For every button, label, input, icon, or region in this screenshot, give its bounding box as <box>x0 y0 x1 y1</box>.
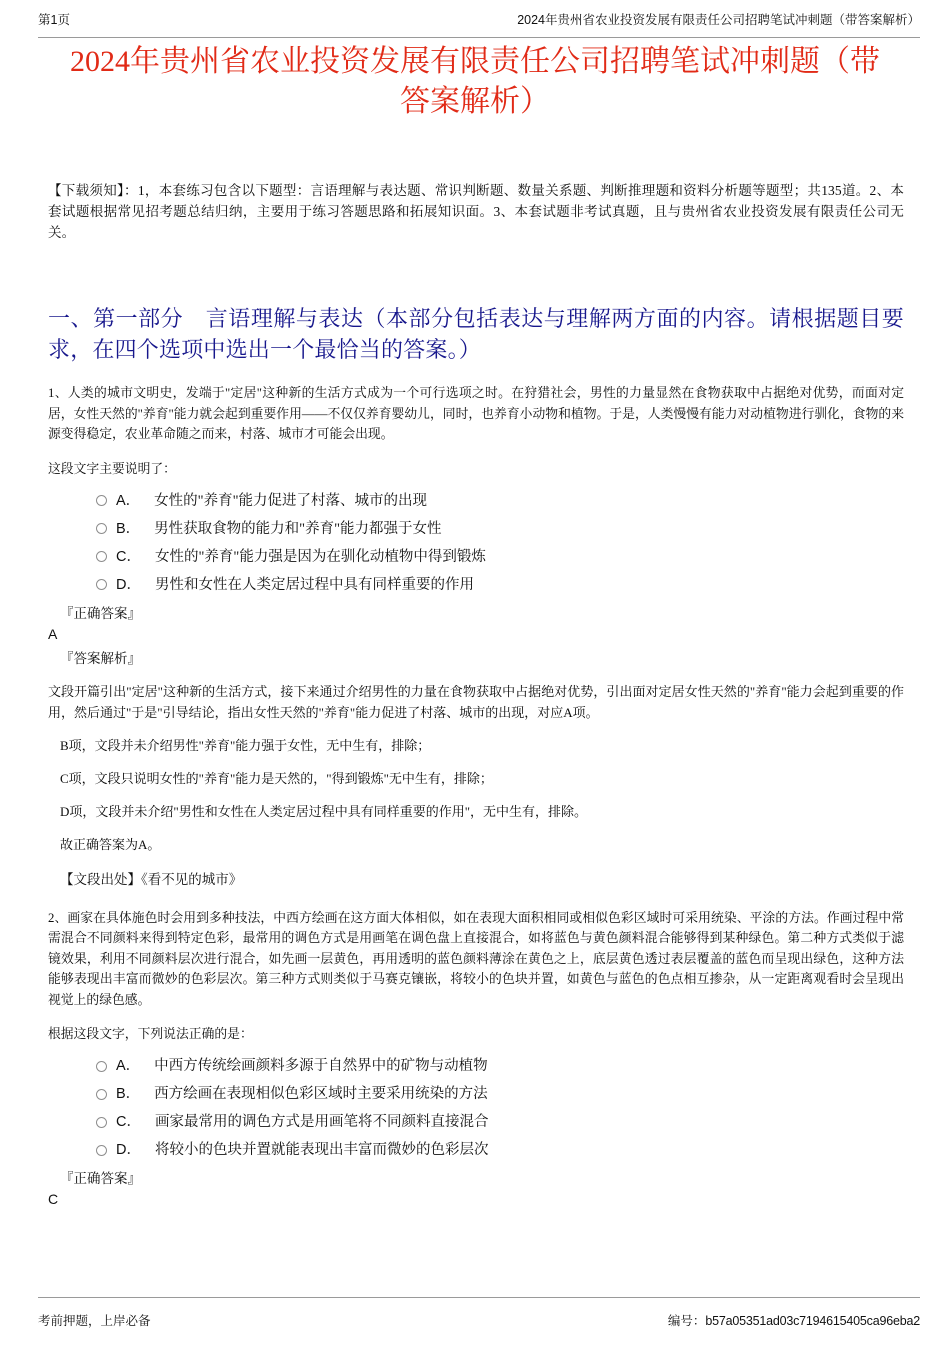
correct-answer-value: A <box>48 625 58 642</box>
option-list <box>48 489 904 597</box>
page-footer <box>38 1297 920 1329</box>
option-text: 将较小的色块并置就能表现出丰富而微妙的色彩层次 <box>154 1142 489 1158</box>
question-block <box>48 383 904 890</box>
running-title: 2024年贵州省农业投资发展有限责任公司招聘笔试冲刺题（带答案解析） <box>517 13 920 27</box>
analysis-paragraph: 文段开篇引出"定居"这种新的生活方式，接下来通过介绍男性的力量在食物获取中占据绝对优势，引出面对定居女性天然的"养育"能力会起到重要的作用，然后通过"于是"引导结论，指出女性天然的"养育"能力促进了村落、城市的出现，对应A项。 <box>48 683 904 720</box>
option-letter: C． <box>116 1114 141 1130</box>
option-item[interactable] <box>48 1082 904 1106</box>
footer-code-label: 编号： <box>667 1314 706 1328</box>
option-item[interactable] <box>48 1054 904 1078</box>
analysis-conclusion: 故正确答案为A。 <box>60 836 161 852</box>
question-block <box>48 908 904 1210</box>
option-letter: B． <box>116 520 141 537</box>
document-title: 2024年贵州省农业投资发展有限责任公司招聘笔试冲刺题（带答案解析） <box>70 45 880 118</box>
analysis-paragraph: D项，文段并未介绍"男性和女性在人类定居过程中具有同样重要的作用"，无中生有，排除。 <box>60 803 588 819</box>
option-letter: D． <box>116 576 141 593</box>
radio-button-icon[interactable] <box>96 579 107 590</box>
option-letter: D． <box>116 1142 141 1158</box>
option-item[interactable] <box>48 1138 904 1162</box>
radio-button-icon[interactable] <box>96 1061 107 1072</box>
answer-analysis-label: 『答案解析』 <box>60 650 141 666</box>
question-prompt: 根据这段文字，下列说法正确的是： <box>48 1027 253 1041</box>
passage-source-value: 《看不见的城市》 <box>141 871 243 887</box>
option-item[interactable] <box>48 1110 904 1134</box>
option-letter: B． <box>116 1086 141 1102</box>
option-text: 男性和女性在人类定居过程中具有同样重要的作用 <box>154 576 474 593</box>
radio-button-icon[interactable] <box>96 495 107 506</box>
option-text: 画家最常用的调色方式是用画笔将不同颜料直接混合 <box>154 1114 489 1130</box>
radio-button-icon[interactable] <box>96 1117 107 1128</box>
option-item[interactable] <box>48 489 904 513</box>
radio-button-icon[interactable] <box>96 1089 107 1100</box>
analysis-paragraph: B项，文段并未介绍男性"养育"能力强于女性，无中生有，排除； <box>60 737 431 753</box>
option-text: 西方绘画在表现相似色彩区域时主要采用统染的方法 <box>154 1086 488 1102</box>
radio-button-icon[interactable] <box>96 523 107 534</box>
radio-button-icon[interactable] <box>96 551 107 562</box>
option-letter: A． <box>116 492 141 509</box>
option-item[interactable] <box>48 573 904 597</box>
footer-code <box>668 1311 920 1329</box>
footer-code-value: b57a05351ad03c7194615405ca96eba2 <box>705 1314 920 1328</box>
option-text: 中西方传统绘画颜料多源于自然界中的矿物与动植物 <box>154 1058 488 1074</box>
correct-answer-label: 『正确答案』 <box>60 605 141 621</box>
analysis-paragraph: C项，文段只说明女性的"养育"能力是天然的，"得到锻炼"无中生有，排除； <box>60 770 493 786</box>
option-text: 男性获取食物的能力和"养育"能力都强于女性 <box>154 520 442 537</box>
page-number-label: 第1页 <box>38 13 70 27</box>
passage-source <box>60 869 904 890</box>
section-heading: 一、第一部分 言语理解与表达（本部分包括表达与理解两方面的内容。请根据题目要求，在四个选项中选出一个最恰当的答案。） <box>48 306 904 362</box>
download-notice: 【下载须知】：1，本套练习包含以下题型：言语理解与表达题、常识判断题、数量关系题、判断推理题和资料分析题等题型；共135道。2、本套试题根据常见招考题总结归纳，主要用于练习答题思路和拓展知识面。3、本套试题非考试真题，且与贵州省农业投资发展有限责任公司无关。 <box>48 183 904 240</box>
option-letter: A． <box>116 1058 141 1074</box>
question-stem: 2、画家在具体施色时会用到多种技法，中西方绘画在这方面大体相似，如在表现大面积相同或相似色彩区域时可采用统染、平涂的方法。作画过程中常需混合不同颜料来得到特定色彩，最常用的调色方式是用画笔在调色盘上直接混合，如将蓝色与黄色颜料混合能够得到某种绿色。第二种方式类似于滤镜效果，利用不同颜料层次进行混合，如先画一层黄色，再用透明的蓝色颜料薄涂在黄色之上，底层黄色透过表层覆盖的蓝色而呈现出绿色，这种方法能够表现出丰富而微妙的色彩层次。第三种方式则类似于马赛克镶嵌，将较小的色块并置，如黄色与蓝色的色点相互掺杂，从一定距离观看时会呈现出视觉上的绿色感。 <box>48 910 904 1007</box>
option-letter: C． <box>116 548 141 565</box>
page-header <box>38 10 920 38</box>
option-item[interactable] <box>48 517 904 541</box>
question-prompt: 这段文字主要说明了： <box>48 461 176 476</box>
option-item[interactable] <box>48 545 904 569</box>
option-text: 女性的"养育"能力促进了村落、城市的出现 <box>154 492 428 509</box>
correct-answer-value: C <box>48 1191 59 1207</box>
correct-answer-label: 『正确答案』 <box>60 1171 141 1186</box>
footer-slogan: 考前押题，上岸必备 <box>38 1314 151 1328</box>
option-text: 女性的"养育"能力强是因为在驯化动植物中得到锻炼 <box>154 548 486 565</box>
option-list <box>48 1054 904 1162</box>
radio-button-icon[interactable] <box>96 1145 107 1156</box>
question-stem: 1、人类的城市文明史，发端于"定居"这种新的生活方式成为一个可行选项之时。在狩猎社会，男性的力量显然在食物获取中占据绝对优势，而面对定居，女性天然的"养育"能力就会起到重要作用——不仅仅养育婴幼儿，同时，也养育小动物和植物。于是，人类慢慢有能力对动植物进行驯化，食物的来源变得稳定，农业革命随之而来，村落、城市才可能会出现。 <box>48 386 904 441</box>
document-body <box>48 180 904 1211</box>
passage-source-label: 【文段出处】 <box>60 871 141 887</box>
